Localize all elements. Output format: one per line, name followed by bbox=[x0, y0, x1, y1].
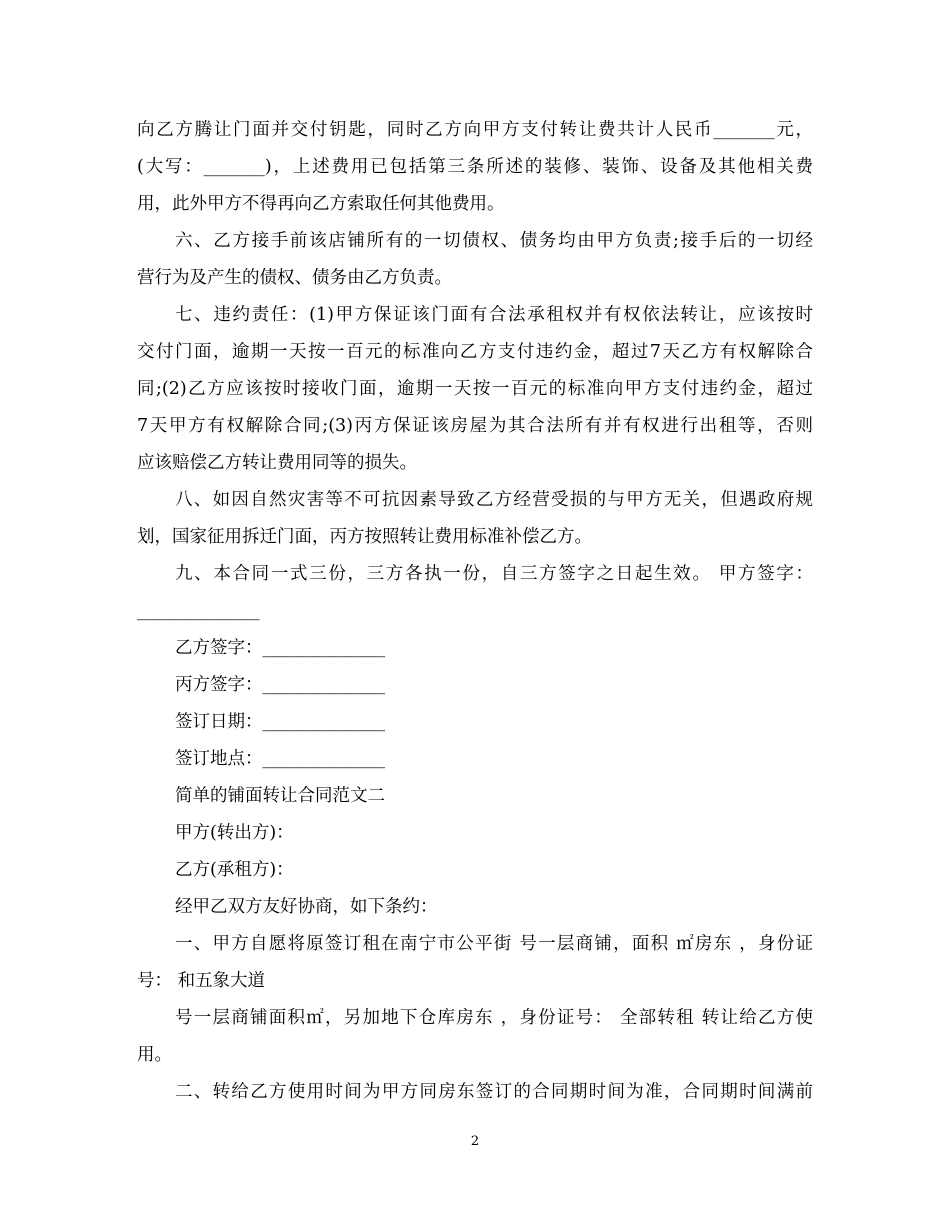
text-line: 二、转给乙方使用时间为甲方同房东签订的合同期时间为准，合同期时间满前 bbox=[175, 1082, 813, 1102]
text-line: 号一层商铺面积㎡，另加地下仓库房东 ，身份证号： 全部转租 转让给乙方使 bbox=[175, 1008, 813, 1028]
text-line: 向乙方腾让门面并交付钥匙，同时乙方向甲方支付转让费共计人民币_______元， bbox=[137, 120, 813, 140]
text-line: (大写：_______)，上述费用已包括第三条所述的装修、装饰、设备及其他相关费 bbox=[137, 157, 813, 177]
text-line: 九、本合同一式三份，三方各执一份，自三方签字之日起生效。 甲方签字： bbox=[175, 564, 813, 584]
text-line: 同;(2)乙方应该按时接收门面，逾期一天按一百元的标准向甲方支付违约金，超过 bbox=[137, 379, 813, 399]
text-line: 应该赔偿乙方转让费用同等的损失。 bbox=[137, 453, 417, 473]
text-line: 八、如因自然灾害等不可抗因素导致乙方经营受损的与甲方无关，但遇政府规 bbox=[175, 490, 813, 510]
text-line: 划，国家征用拆迁门面，丙方按照转让费用标准补偿乙方。 bbox=[137, 527, 592, 547]
text-line: 号： 和五象大道 bbox=[137, 971, 266, 991]
text-line: 一、甲方自愿将原签订租在南宁市公平街 号一层商铺，面积 ㎡房东 ，身份证 bbox=[175, 934, 813, 954]
signing-place-line: 签订地点：______________ bbox=[175, 749, 385, 769]
text-line: 7天甲方有权解除合同;(3)丙方保证该房屋为其合法所有并有权进行出租等，否则 bbox=[137, 416, 813, 436]
section-heading: 简单的铺面转让合同范文二 bbox=[175, 786, 385, 806]
text-line: 营行为及产生的债权、债务由乙方负责。 bbox=[137, 268, 452, 288]
text-line: 乙方(承租方)： bbox=[175, 860, 294, 880]
text-line: 用，此外甲方不得再向乙方索取任何其他费用。 bbox=[137, 194, 505, 214]
signing-date-line: 签订日期：______________ bbox=[175, 712, 385, 732]
signature-line-party-c: 丙方签字：______________ bbox=[175, 675, 385, 695]
text-line: 交付门面，逾期一天按一百元的标准向乙方支付违约金，超过7天乙方有权解除合 bbox=[137, 342, 813, 362]
text-line: 七、违约责任：(1)甲方保证该门面有合法承租权并有权依法转让，应该按时 bbox=[175, 305, 813, 325]
text-line: 用。 bbox=[137, 1045, 172, 1065]
signature-line-party-b: 乙方签字：______________ bbox=[175, 638, 385, 658]
signature-line-party-a: ______________ bbox=[137, 601, 260, 621]
text-line: 甲方(转出方)： bbox=[175, 823, 294, 843]
page-number: 2 bbox=[470, 1134, 480, 1149]
text-line: 经甲乙双方友好协商，如下条约： bbox=[175, 897, 438, 917]
text-line: 六、乙方接手前该店铺所有的一切债权、债务均由甲方负责;接手后的一切经 bbox=[175, 231, 813, 251]
